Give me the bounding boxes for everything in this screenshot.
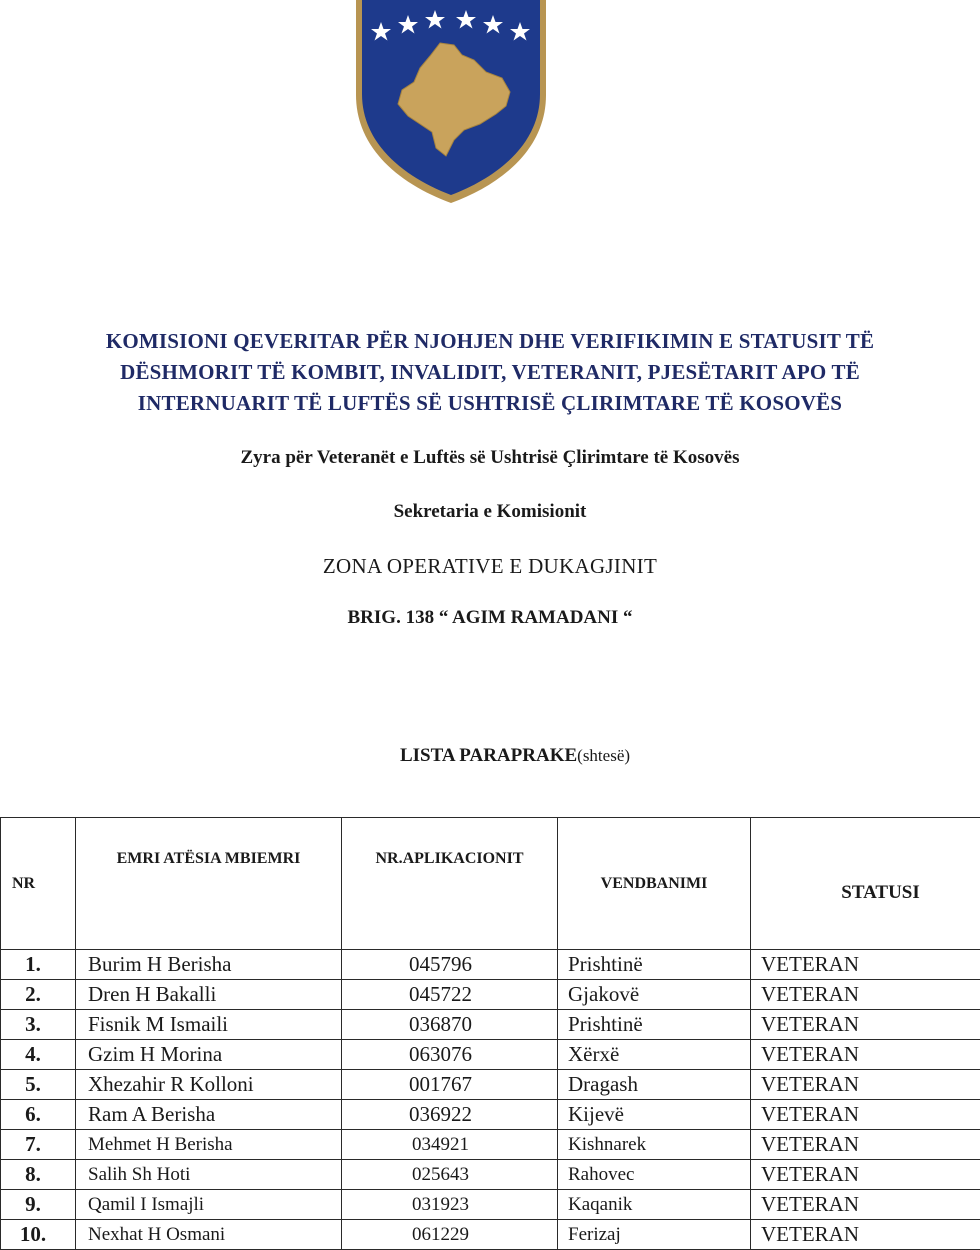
header-application: NR.APLIKACIONIT (342, 818, 558, 950)
row-name: Gzim H Morina (76, 1040, 342, 1070)
row-name: Mehmet H Berisha (76, 1130, 342, 1160)
row-name: Dren H Bakalli (76, 980, 342, 1010)
row-nr: 1. (1, 950, 76, 980)
header-status: STATUSI (751, 818, 980, 950)
row-residence: Kishnarek (558, 1130, 751, 1160)
row-application: 045722 (342, 980, 558, 1010)
row-status: VETERAN (751, 1040, 980, 1070)
veterans-table (0, 817, 980, 1250)
row-status: VETERAN (751, 1010, 980, 1040)
heading-line-3: INTERNUARIT TË LUFTËS SË USHTRISË ÇLIRIMTARE TË KOSOVËS (30, 388, 950, 419)
row-application: 001767 (342, 1070, 558, 1100)
row-nr: 9. (1, 1190, 76, 1220)
row-residence: Kijevë (558, 1100, 751, 1130)
table-row (1, 1010, 980, 1040)
row-application: 025643 (342, 1160, 558, 1190)
row-application: 045796 (342, 950, 558, 980)
row-nr: 5. (1, 1070, 76, 1100)
row-residence: Prishtinë (558, 950, 751, 980)
list-title (0, 745, 980, 767)
office-name: Zyra për Veteranët e Luftës së Ushtrisë Çlirimtare të Kosovës (0, 447, 980, 469)
row-nr: 4. (1, 1040, 76, 1070)
row-residence: Kaqanik (558, 1190, 751, 1220)
row-nr: 7. (1, 1130, 76, 1160)
header-name: EMRI ATËSIA MBIEMRI (76, 818, 342, 950)
table-row (1, 1070, 980, 1100)
row-application: 031923 (342, 1190, 558, 1220)
table-header-row (1, 818, 980, 950)
table-row (1, 1130, 980, 1160)
row-residence: Gjakovë (558, 980, 751, 1010)
commission-heading (30, 326, 950, 419)
row-status: VETERAN (751, 1220, 980, 1250)
row-name: Qamil I Ismajli (76, 1190, 342, 1220)
row-nr: 8. (1, 1160, 76, 1190)
row-status: VETERAN (751, 980, 980, 1010)
row-status: VETERAN (751, 1100, 980, 1130)
table-row (1, 1220, 980, 1250)
row-nr: 3. (1, 1010, 76, 1040)
table-row (1, 1040, 980, 1070)
row-application: 063076 (342, 1040, 558, 1070)
row-residence: Xërxë (558, 1040, 751, 1070)
row-status: VETERAN (751, 1160, 980, 1190)
table-row (1, 1160, 980, 1190)
kosovo-coat-of-arms-icon (350, 0, 552, 205)
row-name: Ram A Berisha (76, 1100, 342, 1130)
row-application: 034921 (342, 1130, 558, 1160)
row-residence: Rahovec (558, 1160, 751, 1190)
row-status: VETERAN (751, 1070, 980, 1100)
brigade-name: BRIG. 138 “ AGIM RAMADANI “ (0, 607, 980, 629)
secretariat-name: Sekretaria e Komisionit (0, 501, 980, 523)
row-nr: 10. (1, 1220, 76, 1250)
row-residence: Prishtinë (558, 1010, 751, 1040)
row-status: VETERAN (751, 950, 980, 980)
row-status: VETERAN (751, 1130, 980, 1160)
row-name: Fisnik M Ismaili (76, 1010, 342, 1040)
header-nr: NR (1, 818, 76, 950)
row-residence: Dragash (558, 1070, 751, 1100)
row-nr: 2. (1, 980, 76, 1010)
row-application: 061229 (342, 1220, 558, 1250)
row-status: VETERAN (751, 1190, 980, 1220)
operative-zone: ZONA OPERATIVE E DUKAGJINIT (0, 554, 980, 579)
list-title-main: LISTA PARAPRAKE (400, 745, 577, 766)
row-name: Salih Sh Hoti (76, 1160, 342, 1190)
row-residence: Ferizaj (558, 1220, 751, 1250)
list-title-suffix: (shtesë) (577, 746, 630, 765)
heading-line-1: KOMISIONI QEVERITAR PËR NJOHJEN DHE VERIFIKIMIN E STATUSIT TË (30, 326, 950, 357)
row-application: 036922 (342, 1100, 558, 1130)
table-row (1, 1100, 980, 1130)
row-application: 036870 (342, 1010, 558, 1040)
table-row (1, 950, 980, 980)
row-name: Nexhat H Osmani (76, 1220, 342, 1250)
table-row (1, 980, 980, 1010)
row-name: Burim H Berisha (76, 950, 342, 980)
table-row (1, 1190, 980, 1220)
row-nr: 6. (1, 1100, 76, 1130)
heading-line-2: DËSHMORIT TË KOMBIT, INVALIDIT, VETERANIT, PJESËTARIT APO TË (30, 357, 950, 388)
header-residence: VENDBANIMI (558, 818, 751, 950)
row-name: Xhezahir R Kolloni (76, 1070, 342, 1100)
